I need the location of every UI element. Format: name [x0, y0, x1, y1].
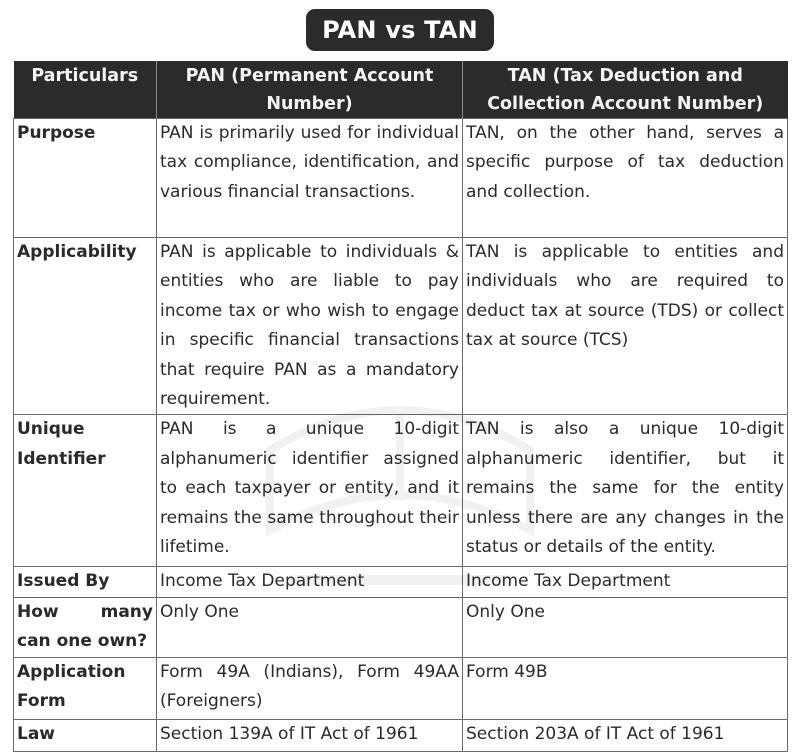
title-container [0, 0, 800, 56]
page-title: PAN vs TAN [306, 9, 494, 51]
row-label: Unique Identifier [14, 415, 157, 567]
tan-cell: Form 49B [463, 657, 788, 719]
table-row-how-many [14, 597, 788, 657]
pan-cell: Income Tax Department [157, 567, 463, 597]
tan-cell: TAN, on the other hand, serves a specific purpose of tax deduction and collection. [463, 119, 788, 238]
table-row-application-form [14, 657, 788, 719]
row-label: Applicability [14, 238, 157, 415]
table-row-law [14, 719, 788, 751]
table-header-row [14, 61, 788, 119]
table-row-purpose [14, 119, 788, 238]
pan-cell: PAN is a unique 10-digit alphanumeric identifier assigned to each taxpayer or entity, and it remains the same throughout their lifetime. [157, 415, 463, 567]
header-pan: PAN (Permanent Account Number) [157, 61, 463, 119]
tan-cell: Income Tax Department [463, 567, 788, 597]
header-tan: TAN (Tax Deduction and Collection Account Number) [463, 61, 788, 119]
row-label: How many can one own? [14, 597, 157, 657]
pan-cell: PAN is applicable to individuals & entities who are liable to pay income tax or who wish to engage in specific financial transactions that require PAN as a mandatory requirement. [157, 238, 463, 415]
pan-cell: Form 49A (Indians), Form 49AA (Foreigners) [157, 657, 463, 719]
row-label: Law [14, 719, 157, 751]
row-label: Issued By [14, 567, 157, 597]
table-row-unique-identifier [14, 415, 788, 567]
pan-cell: Only One [157, 597, 463, 657]
tan-cell: TAN is also a unique 10-digit alphanumeric identifier, but it remains the same for the entity unless there are any changes in the status or details of the entity. [463, 415, 788, 567]
pan-cell: Section 139A of IT Act of 1961 [157, 719, 463, 751]
tan-cell: TAN is applicable to entities and individuals who are required to deduct tax at source (TDS) or collect tax at source (TCS) [463, 238, 788, 415]
pan-cell: PAN is primarily used for individual tax compliance, identification, and various financial transactions. [157, 119, 463, 238]
comparison-table [13, 61, 788, 752]
header-particulars: Particulars [14, 61, 157, 119]
row-label: Application Form [14, 657, 157, 719]
tan-cell: Only One [463, 597, 788, 657]
row-label: Purpose [14, 119, 157, 238]
table-row-issued-by [14, 567, 788, 597]
tan-cell: Section 203A of IT Act of 1961 [463, 719, 788, 751]
table-row-applicability [14, 238, 788, 415]
